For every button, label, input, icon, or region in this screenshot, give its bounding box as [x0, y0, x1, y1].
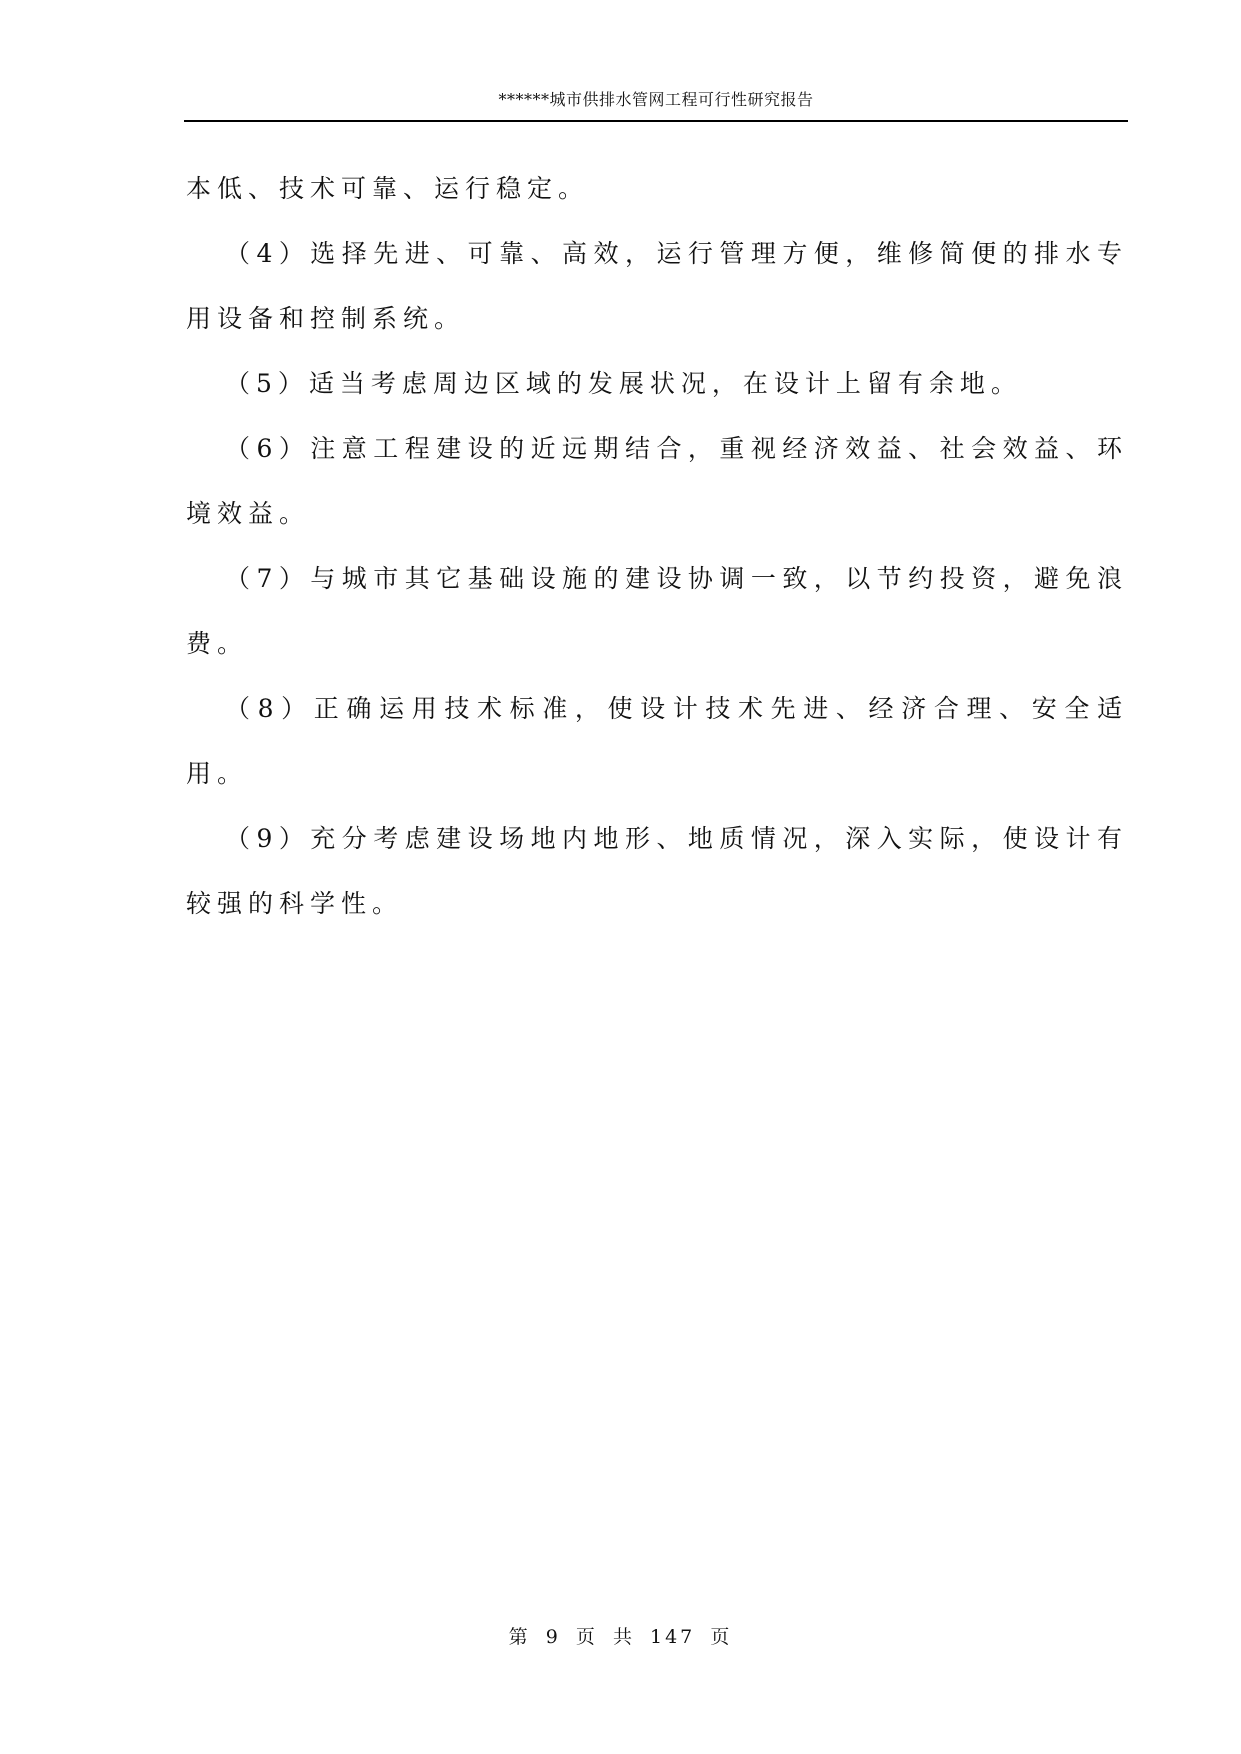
- paragraph-item-8: （8）正确运用技术标准，使设计技术先进、经济合理、安全适用。: [186, 694, 1128, 788]
- page-footer: [0, 1623, 1241, 1651]
- paragraph-continuation: 本低、技术可靠、运行稳定。: [186, 174, 590, 203]
- document-title: ******城市供排水管网工程可行性研究报告: [498, 90, 814, 109]
- total-pages: 147: [650, 1626, 696, 1648]
- total-prefix: 共: [612, 1626, 635, 1648]
- page-label: 页: [575, 1626, 598, 1648]
- paragraph-item-5: （5）适当考虑周边区域的发展状况，在设计上留有余地。: [225, 369, 1022, 398]
- page-number: 9: [545, 1626, 561, 1648]
- page-header: [184, 88, 1128, 122]
- paragraph-item-6: （6）注意工程建设的近远期结合，重视经济效益、社会效益、环境效益。: [186, 434, 1128, 528]
- document-body: [186, 156, 1128, 936]
- total-label: 页: [710, 1626, 733, 1648]
- page-prefix: 第: [508, 1626, 531, 1648]
- paragraph-item-7: （7）与城市其它基础设施的建设协调一致，以节约投资，避免浪费。: [186, 564, 1128, 658]
- paragraph-item-4: （4）选择先进、可靠、高效，运行管理方便，维修简便的排水专用设备和控制系统。: [186, 239, 1128, 333]
- paragraph-item-9: （9）充分考虑建设场地内地形、地质情况，深入实际，使设计有较强的科学性。: [186, 824, 1128, 918]
